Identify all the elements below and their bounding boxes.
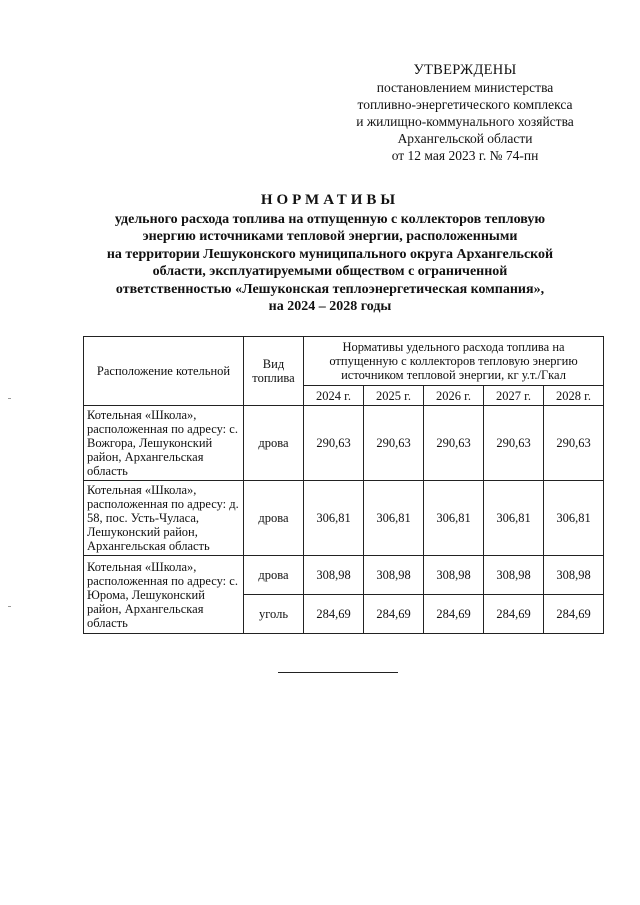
- cell-value: 290,63: [544, 406, 604, 481]
- cell-value: 306,81: [484, 481, 544, 556]
- title-line: удельного расхода топлива на отпущенную с коллекторов тепловую: [114, 211, 546, 227]
- scan-artifact: [8, 398, 11, 399]
- cell-fuel: дрова: [244, 406, 304, 481]
- cell-location: Котельная «Школа», расположенная по адресу: с. Юрома, Лешуконский район, Архангельская область: [84, 556, 244, 634]
- cell-value: 290,63: [304, 406, 364, 481]
- cell-value: 306,81: [304, 481, 364, 556]
- title-line: энергию источниками тепловой энергии, расположенными: [142, 229, 518, 244]
- cell-value: 290,63: [424, 406, 484, 481]
- scan-artifact: [8, 606, 11, 607]
- title-line: области, эксплуатируемыми обществом с ограниченной: [152, 264, 508, 279]
- header-location: Расположение котельной: [84, 337, 244, 406]
- cell-value: 306,81: [364, 481, 424, 556]
- table-row: [84, 556, 604, 595]
- closing-rule: [278, 672, 398, 673]
- document-title: [70, 192, 590, 316]
- cell-value: 284,69: [364, 595, 424, 634]
- cell-value: 284,69: [544, 595, 604, 634]
- norms-table: [83, 336, 604, 634]
- header-year: 2024 г.: [304, 386, 364, 406]
- cell-value: 290,63: [484, 406, 544, 481]
- title-line: на 2024 – 2028 годы: [268, 299, 392, 314]
- approval-line: Архангельской области: [397, 131, 533, 146]
- cell-location: Котельная «Школа», расположенная по адресу: с. Вожгора, Лешуконский район, Архангельская область: [84, 406, 244, 481]
- header-year: 2026 г.: [424, 386, 484, 406]
- header-year: 2025 г.: [364, 386, 424, 406]
- cell-value: 308,98: [304, 556, 364, 595]
- cell-value: 284,69: [304, 595, 364, 634]
- approval-block: [330, 62, 600, 164]
- title-line: ответственностью «Лешуконская теплоэнергетическая компания»,: [115, 281, 545, 297]
- cell-value: 308,98: [364, 556, 424, 595]
- cell-fuel: дрова: [244, 556, 304, 595]
- cell-fuel: дрова: [244, 481, 304, 556]
- cell-value: 284,69: [424, 595, 484, 634]
- cell-value: 308,98: [544, 556, 604, 595]
- cell-value: 290,63: [364, 406, 424, 481]
- title-line: на территории Лешуконского муниципального округа Архангельской: [106, 246, 554, 262]
- approval-date: от 12 мая 2023 г. № 74-пн: [391, 148, 539, 163]
- header-year: 2028 г.: [544, 386, 604, 406]
- cell-value: 306,81: [424, 481, 484, 556]
- approval-heading: УТВЕРЖДЕНЫ: [413, 62, 517, 78]
- title-main: НОРМАТИВЫ: [260, 192, 400, 208]
- cell-value: 306,81: [544, 481, 604, 556]
- table-row: [84, 406, 604, 481]
- cell-value: 284,69: [484, 595, 544, 634]
- approval-line: топливно-энергетического комплекса: [357, 97, 573, 112]
- cell-fuel: уголь: [244, 595, 304, 634]
- cell-value: 308,98: [424, 556, 484, 595]
- approval-line: и жилищно-коммунального хозяйства: [356, 114, 574, 129]
- cell-value: 308,98: [484, 556, 544, 595]
- table-header-row: [84, 337, 604, 386]
- approval-line: постановлением министерства: [376, 80, 554, 95]
- cell-location: Котельная «Школа», расположенная по адресу: д. 58, пос. Усть-Чуласа, Лешуконский район, Архангельская область: [84, 481, 244, 556]
- header-fuel-type: Вид топлива: [244, 337, 304, 406]
- table-row: [84, 481, 604, 556]
- header-year: 2027 г.: [484, 386, 544, 406]
- header-norms: Нормативы удельного расхода топлива на отпущенную с коллекторов тепловую энергию источником тепловой энергии, кг у.т./Гкал: [304, 337, 604, 386]
